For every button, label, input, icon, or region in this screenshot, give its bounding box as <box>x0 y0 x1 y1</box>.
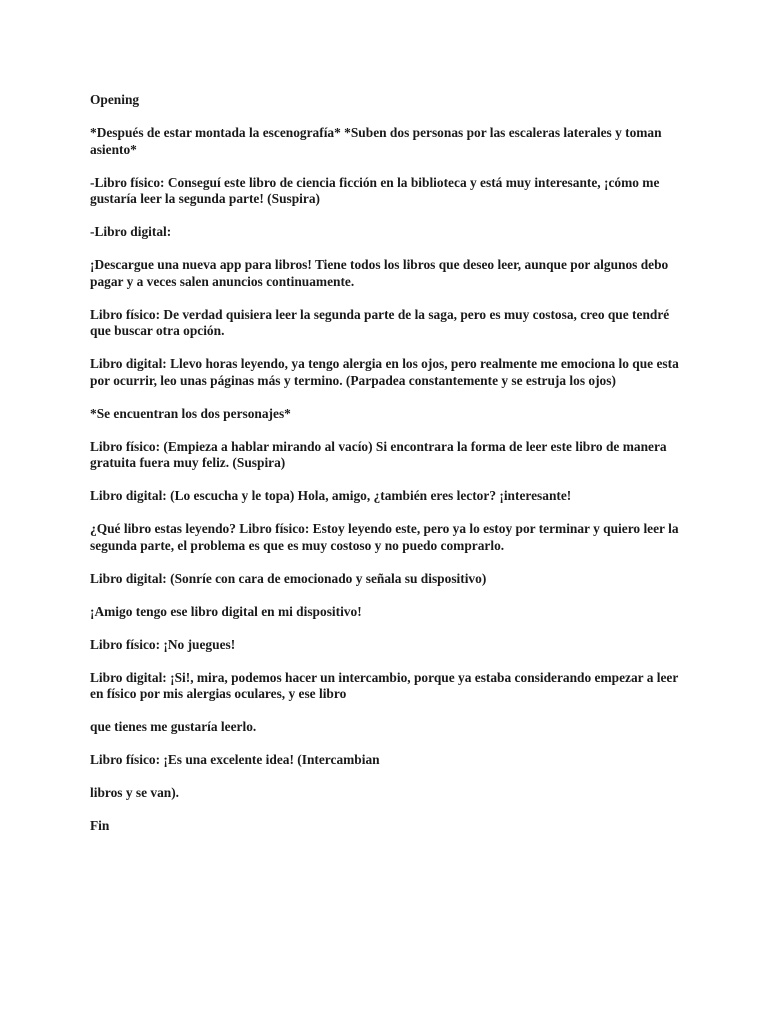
dialogue-paragraph: Libro digital: (Sonríe con cara de emocionado y señala su dispositivo) <box>90 570 487 586</box>
dialogue-paragraph: Libro digital: Llevo horas leyendo, ya tengo alergia en los ojos, pero realmente me emociona lo que esta por ocurrir, leo unas páginas más y termino. (Parpadea constantemente y se estruja los ojos) <box>90 356 679 388</box>
dialogue-paragraph: -Libro físico: Conseguí este libro de ciencia ficción en la biblioteca y está muy interesante, ¡cómo me gustaría leer la segunda parte! (Suspira) <box>90 174 660 206</box>
stage-direction: *Después de estar montada la escenografía* *Suben dos personas por las escaleras laterales y toman asiento* <box>90 125 662 157</box>
dialogue-paragraph: ¡Descargue una nueva app para libros! Tiene todos los libros que deseo leer, aunque por algunos debo pagar y a veces salen anuncios continuamente. <box>90 257 669 289</box>
dialogue-paragraph: Libro físico: ¡No juegues! <box>90 636 236 652</box>
document-body <box>90 92 690 851</box>
stage-direction: *Se encuentran los dos personajes* <box>90 405 291 421</box>
dialogue-paragraph: libros y se van). <box>90 785 180 800</box>
dialogue-paragraph: ¡Amigo tengo ese libro digital en mi dispositivo! <box>90 603 362 619</box>
dialogue-paragraph: Libro físico: (Empieza a hablar mirando al vacío) Si encontrara la forma de leer este libro de manera gratuita fuera muy feliz. (Suspira) <box>90 438 667 470</box>
dialogue-paragraph: Libro físico: ¡Es una excelente idea! (Intercambian <box>90 752 380 767</box>
dialogue-paragraph: que tienes me gustaría leerlo. <box>90 719 257 734</box>
dialogue-paragraph: Libro digital: (Lo escucha y le topa) Hola, amigo, ¿también eres lector? ¡interesante! <box>90 488 572 503</box>
dialogue-paragraph: Libro digital: ¡Si!, mira, podemos hacer un intercambio, porque ya estaba considerando empezar a leer en físico por mis alergias oculares, y ese libro <box>90 669 679 701</box>
closing-fin: Fin <box>90 818 110 833</box>
heading-opening: Opening <box>90 92 140 107</box>
dialogue-paragraph: Libro físico: De verdad quisiera leer la segunda parte de la saga, pero es muy costosa, creo que tendré que buscar otra opción. <box>90 306 670 338</box>
dialogue-paragraph: ¿Qué libro estas leyendo? Libro físico: Estoy leyendo este, pero ya lo estoy por terminar y quiero leer la segunda parte, el problema es que es muy costoso y no puedo comprarlo. <box>90 521 679 553</box>
speaker-label: -Libro digital: <box>90 224 172 239</box>
